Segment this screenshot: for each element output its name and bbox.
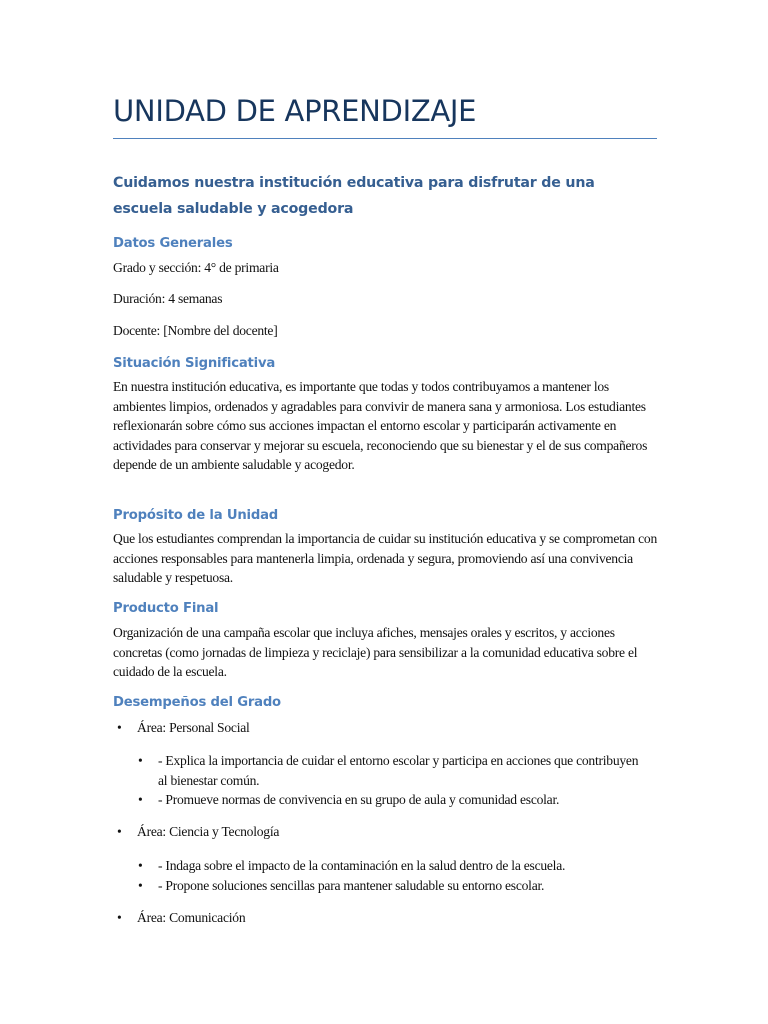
bullet-icon: • (117, 910, 122, 925)
list-item-desempeno (138, 856, 648, 876)
producto-paragraph: Organización de una campaña escolar que incluya afiches, mensajes orales y escritos, y acciones concretas (como jornadas de limpieza y reciclaje) para sensibilizar a la comunidad educativa sobre el cuidado de la escuela. (113, 625, 638, 679)
heading-producto-final: Producto Final (113, 601, 219, 616)
heading-situacion-significativa: Situación Significativa (113, 356, 276, 371)
list-item-area-personal-social (117, 718, 250, 738)
document-subtitle: Cuidamos nuestra institución educativa para disfrutar de una escuela saludable y acogedora (113, 175, 595, 217)
bullet-icon: • (138, 858, 143, 873)
list-item-desempeno (138, 790, 648, 810)
list-item-desempeno (138, 876, 648, 896)
list-item-area-comunicacion (117, 908, 246, 928)
proposito-paragraph: Que los estudiantes comprendan la importancia de cuidar su institución educativa y se comprometan con acciones responsables para mantenerla limpia, ordenada y segura, promoviendo así una convivencia saludable y respetuosa. (113, 531, 658, 585)
document-title: UNIDAD DE APRENDIZAJE (113, 94, 477, 128)
list-item-area-ciencia-tecnologia (117, 822, 280, 842)
area-label: Área: Ciencia y Tecnología (137, 824, 280, 839)
situacion-paragraph: En nuestra institución educativa, es importante que todas y todos contribuyamos a mantener los ambientes limpios, ordenados y agradables para convivir de manera sana y armoniosa. Los estudiantes reflexionarán sobre cómo sus acciones impactan el entorno escolar y participarán activamente en actividades para conservar y mejorar su escuela, reconociendo que su bienestar y el de sus compañeros depende de un ambiente saludable y acogedor. (113, 379, 648, 472)
heading-proposito: Propósito de la Unidad (113, 508, 279, 523)
desempeno-text: - Indaga sobre el impacto de la contaminación en la salud dentro de la escuela. (158, 858, 566, 873)
datos-docente: Docente: [Nombre del docente] (113, 323, 278, 338)
heading-datos-generales: Datos Generales (113, 236, 233, 251)
area-label: Área: Personal Social (137, 720, 250, 735)
desempeno-text: - Promueve normas de convivencia en su grupo de aula y comunidad escolar. (158, 792, 560, 807)
bullet-icon: • (138, 753, 143, 768)
bullet-icon: • (117, 824, 122, 839)
bullet-icon: • (138, 792, 143, 807)
desempeno-text: - Explica la importancia de cuidar el entorno escolar y participa en acciones que contribuyen al bienestar común. (158, 753, 639, 788)
heading-desempenos: Desempeños del Grado (113, 695, 281, 710)
title-underline (113, 138, 657, 139)
desempeno-text: - Propone soluciones sencillas para mantener saludable su entorno escolar. (158, 878, 545, 893)
bullet-icon: • (117, 720, 122, 735)
datos-duracion: Duración: 4 semanas (113, 291, 223, 306)
datos-grado: Grado y sección: 4° de primaria (113, 260, 279, 275)
bullet-icon: • (138, 878, 143, 893)
area-label: Área: Comunicación (137, 910, 246, 925)
list-item-desempeno (138, 751, 648, 790)
